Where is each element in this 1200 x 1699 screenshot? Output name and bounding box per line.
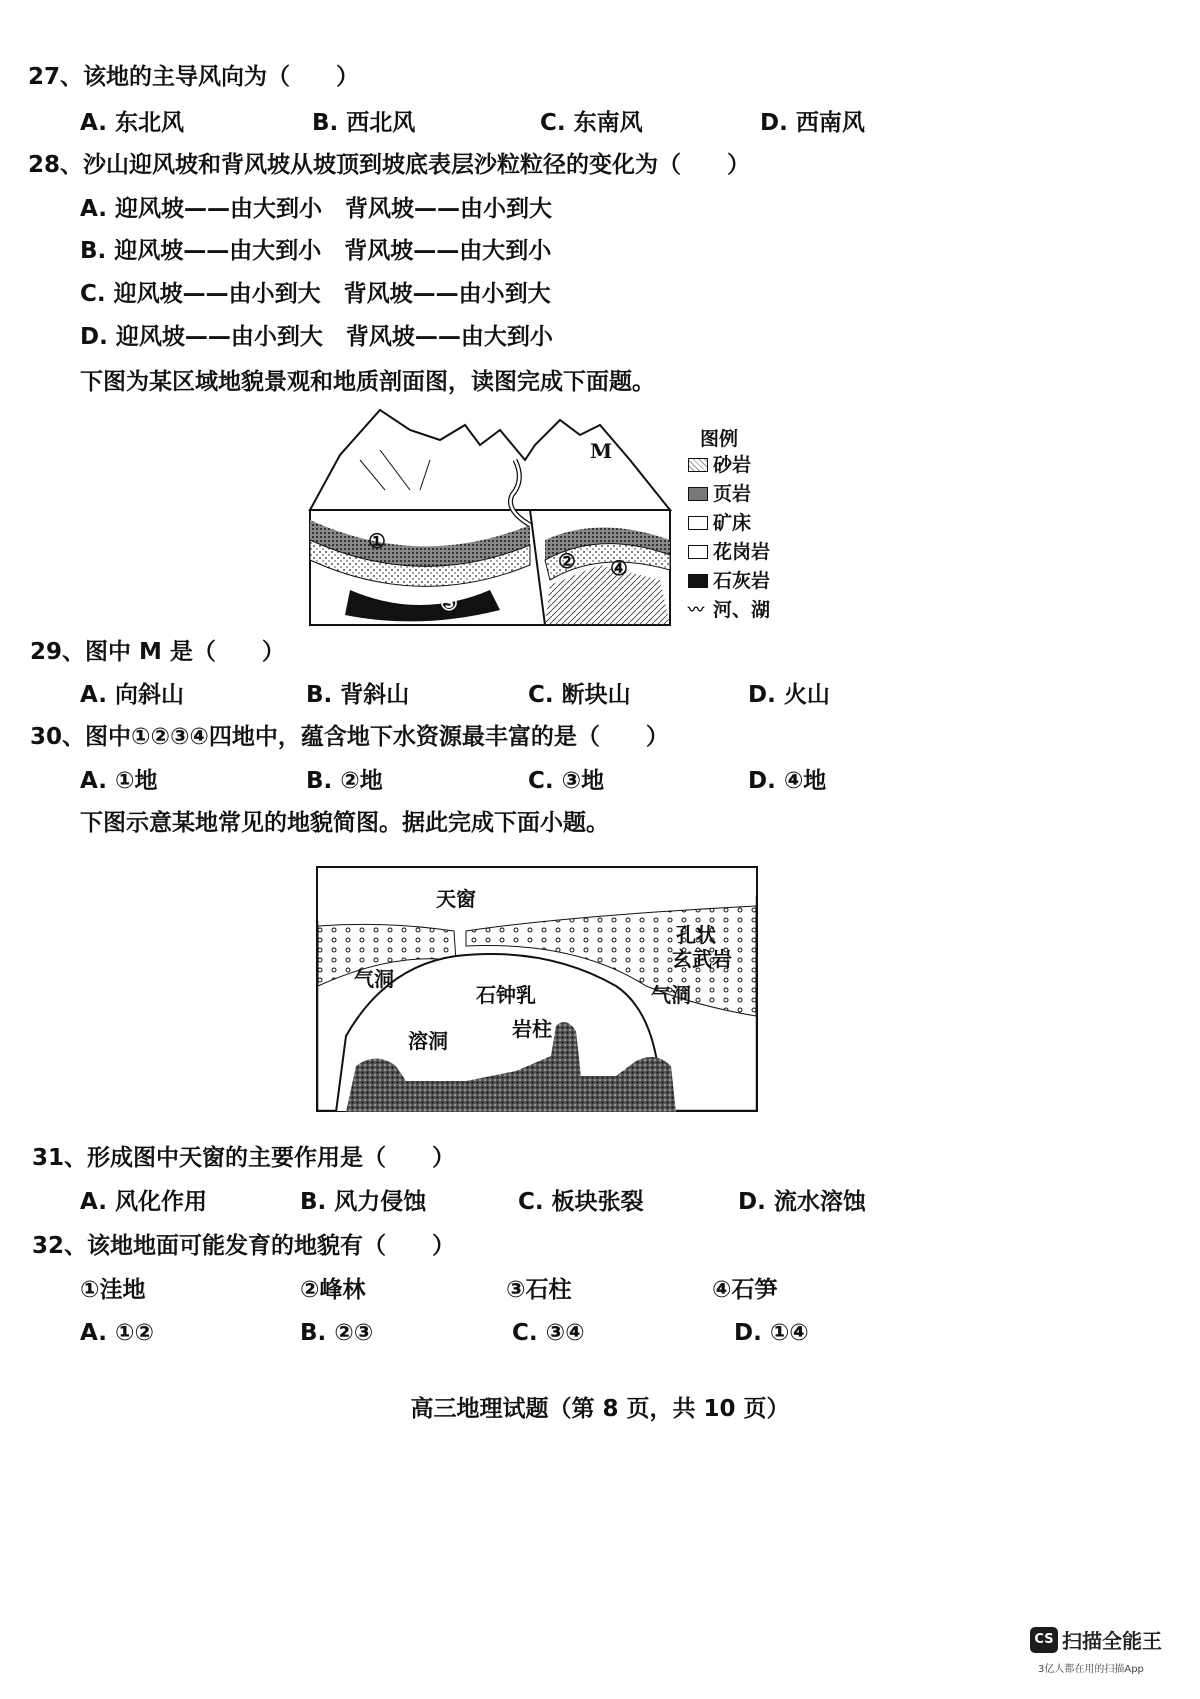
q27-option-d: D. 西南风 xyxy=(760,110,865,136)
label-rongdong: 溶洞 xyxy=(408,1029,448,1053)
marker-2: ② xyxy=(558,549,576,573)
q28-option-d: D. 迎风坡——由小到大 背风坡——由大到小 xyxy=(80,324,553,350)
intro-figure2: 下图示意某地常见的地貌简图。据此完成下面小题。 xyxy=(80,810,609,836)
q31-option-d: D. 流水溶蚀 xyxy=(738,1189,866,1215)
q28-stem: 28、沙山迎风坡和背风坡从坡顶到坡底表层沙粒粒径的变化为（ ） xyxy=(28,152,751,178)
q29-option-d: D. 火山 xyxy=(748,682,830,708)
q32-item-2: ②峰林 xyxy=(300,1277,366,1303)
watermark-app-name: 扫描全能王 xyxy=(1062,1629,1162,1653)
legend-river-lake: 〰 河、湖 xyxy=(688,599,771,621)
label-qidong-right: 气洞 xyxy=(651,983,691,1007)
q31-option-b: B. 风力侵蚀 xyxy=(300,1189,427,1215)
camscanner-logo-icon: CS xyxy=(1030,1627,1058,1653)
geologic-block-diagram xyxy=(300,400,690,635)
q27-option-a: A. 东北风 xyxy=(80,110,184,136)
scanner-watermark xyxy=(1030,1625,1162,1654)
q31-option-c: C. 板块张裂 xyxy=(518,1189,644,1215)
q30-option-d: D. ④地 xyxy=(748,768,827,794)
legend-limestone: 石灰岩 xyxy=(688,570,770,592)
label-kongzhuang: 孔状 xyxy=(676,923,716,947)
mountain-label-m: M xyxy=(590,439,613,463)
q31-option-a: A. 风化作用 xyxy=(80,1189,207,1215)
q29-stem: 29、图中 M 是（ ） xyxy=(30,639,285,665)
q32-option-a: A. ①② xyxy=(80,1320,154,1346)
q30-option-a: A. ①地 xyxy=(80,768,158,794)
q30-option-b: B. ②地 xyxy=(306,768,383,794)
q32-option-c: C. ③④ xyxy=(512,1320,585,1346)
label-xuanwuyan: 玄武岩 xyxy=(672,947,732,971)
q30-stem: 30、图中①②③④四地中，蕴含地下水资源最丰富的是（ ） xyxy=(30,724,669,750)
watermark-tagline: 3亿人都在用的扫描App xyxy=(1038,1664,1144,1675)
q28-option-c: C. 迎风坡——由小到大 背风坡——由小到大 xyxy=(80,281,551,307)
q32-item-1: ①洼地 xyxy=(80,1277,146,1303)
marker-3: ③ xyxy=(440,591,458,615)
label-shizhongru: 石钟乳 xyxy=(476,983,536,1007)
q32-option-d: D. ①④ xyxy=(734,1320,809,1346)
legend-ore: 矿床 xyxy=(688,512,751,534)
q31-stem: 31、形成图中天窗的主要作用是（ ） xyxy=(32,1145,456,1171)
marker-4: ④ xyxy=(610,556,628,580)
legend-shale: 页岩 xyxy=(688,483,751,505)
karst-cave-diagram xyxy=(316,866,758,1112)
page-footer: 高三地理试题（第 8 页，共 10 页） xyxy=(410,1396,790,1422)
q27-option-c: C. 东南风 xyxy=(540,110,643,136)
q28-option-b: B. 迎风坡——由大到小 背风坡——由大到小 xyxy=(80,238,552,264)
q32-item-3: ③石柱 xyxy=(506,1277,572,1303)
q29-option-a: A. 向斜山 xyxy=(80,682,184,708)
label-qidong-left: 气洞 xyxy=(354,967,394,991)
legend-sandstone: 砂岩 xyxy=(688,454,751,476)
label-yanzhu: 岩柱 xyxy=(512,1017,552,1041)
q29-option-c: C. 断块山 xyxy=(528,682,631,708)
label-tianchuang: 天窗 xyxy=(436,887,476,911)
river-lake-icon: 〰 xyxy=(688,600,705,619)
intro-figure1: 下图为某区域地貌景观和地质剖面图，读图完成下面题。 xyxy=(80,369,655,395)
q32-item-4: ④石笋 xyxy=(712,1277,778,1303)
q28-option-a: A. 迎风坡——由大到小 背风坡——由小到大 xyxy=(80,196,552,222)
legend-granite: 花岗岩 xyxy=(688,541,770,563)
q32-stem: 32、该地地面可能发育的地貌有（ ） xyxy=(32,1233,456,1259)
q29-option-b: B. 背斜山 xyxy=(306,682,410,708)
q27-option-b: B. 西北风 xyxy=(312,110,416,136)
marker-1: ① xyxy=(368,529,386,553)
q32-option-b: B. ②③ xyxy=(300,1320,374,1346)
legend-title: 图例 xyxy=(700,428,739,450)
q27-stem: 27、该地的主导风向为（ ） xyxy=(28,64,360,90)
q30-option-c: C. ③地 xyxy=(528,768,605,794)
